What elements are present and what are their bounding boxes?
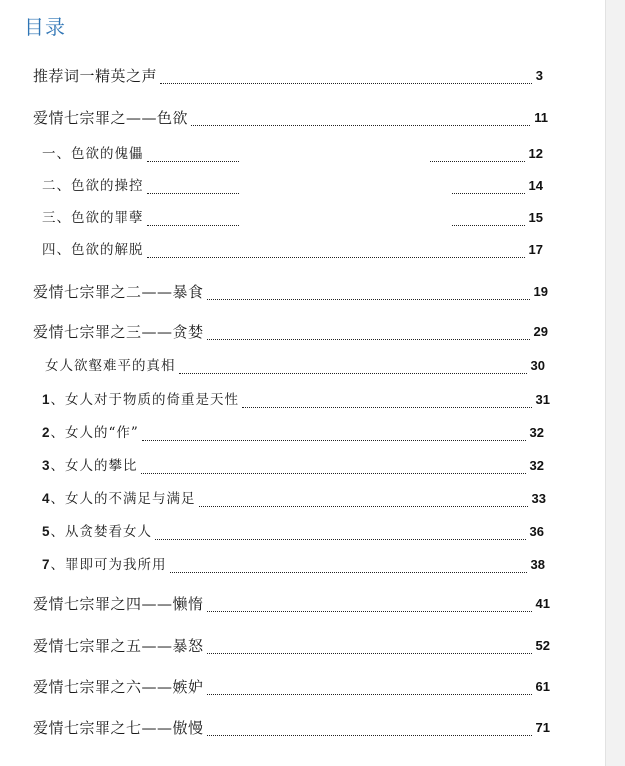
toc-entry-label [42,489,196,511]
toc-title: 目录 [24,15,66,39]
toc-entry-text: 、女人的不满足与满足 [50,491,196,507]
toc-page-number: 36 [529,524,544,539]
redaction-patch [240,187,452,195]
dot-leader [207,609,532,612]
dot-leader [155,537,526,540]
toc-page-number: 32 [529,458,544,473]
dot-leader [191,123,530,126]
toc-entry-label [42,390,239,412]
toc-entry-label: 爱情七宗罪之——色欲 [33,109,189,127]
toc-entry[interactable] [0,551,605,577]
toc-entry-text: 、罪即可为我所用 [50,557,167,573]
toc-entry[interactable] [0,673,605,699]
dot-leader [207,692,532,695]
toc-page-number: 32 [529,425,544,440]
toc-entry-label: 爱情七宗罪之七——傲慢 [33,719,204,737]
toc-entry[interactable] [0,518,605,544]
toc-entry-number: 2 [42,425,51,440]
toc-page-number: 31 [535,392,550,407]
toc-entry-number: 5 [42,524,51,539]
toc-page-number: 33 [531,491,546,506]
toc-entry[interactable] [0,278,605,304]
toc-entry[interactable] [0,236,605,262]
toc-entry-text: 、女人的“作” [50,425,139,441]
dot-leader [141,471,526,474]
toc-entry[interactable] [0,318,605,344]
dot-leader [242,405,532,408]
dot-leader [207,733,532,736]
dot-leader [147,255,525,258]
toc-entry[interactable] [0,485,605,511]
toc-entry-label: 女人欲壑难平的真相 [45,358,176,374]
toc-page-number: 29 [533,324,548,339]
toc-entry[interactable] [0,632,605,658]
dot-leader [170,570,527,573]
toc-entry-text: 、女人的攀比 [50,458,138,474]
toc-page-number: 15 [528,210,543,225]
toc-entry[interactable] [0,452,605,478]
toc-entry-label [42,522,152,544]
toc-entry-label [42,423,139,445]
dot-leader [160,81,532,84]
toc-entry-label [42,555,167,577]
toc-page-number: 71 [535,720,550,735]
toc-page-number: 11 [534,110,548,125]
toc-entry-label: 推荐词一精英之声 [33,67,158,85]
window-gutter [605,0,625,766]
toc-entry[interactable] [0,62,605,88]
toc-entry-label: 爱情七宗罪之六——嫉妒 [33,678,204,696]
toc-page-number: 30 [530,358,545,373]
dot-leader [142,438,526,441]
toc-page-number: 14 [528,178,543,193]
toc-entry-label: 二、色欲的操控 [42,178,144,194]
toc-entry[interactable] [0,714,605,740]
toc-entry-label: 爱情七宗罪之四——懒惰 [33,595,204,613]
toc-page-number: 19 [533,284,548,299]
toc-page-number: 61 [535,679,550,694]
toc-entry-label: 爱情七宗罪之三——贪婪 [33,323,204,341]
dot-leader [199,504,528,507]
toc-entry-number: 4 [42,491,51,506]
toc-entry-label: 一、色欲的傀儡 [42,146,144,162]
toc-entry[interactable] [0,386,605,412]
toc-page-number: 41 [535,596,550,611]
toc-entry[interactable] [0,352,605,378]
toc-page-number: 38 [530,557,545,572]
toc-page-number: 12 [528,146,543,161]
toc-page-number: 17 [528,242,543,257]
dot-leader [207,337,530,340]
toc-page-number: 3 [535,68,543,83]
toc-entry[interactable] [0,104,605,130]
toc-entry-label: 三、色欲的罪孽 [42,210,144,226]
dot-leader [179,371,527,374]
toc-entry-label: 爱情七宗罪之二——暴食 [33,283,204,301]
redaction-patch [240,155,430,163]
toc-entry-number: 3 [42,458,51,473]
toc-entry[interactable] [0,419,605,445]
toc-entry-label: 四、色欲的解脱 [42,242,144,258]
toc-page-number: 52 [535,638,550,653]
dot-leader [207,297,530,300]
toc-entry-text: 、女人对于物质的倚重是天性 [50,392,240,408]
redaction-patch [240,219,452,227]
toc-entry-number: 1 [42,392,51,407]
toc-entry[interactable] [0,590,605,616]
dot-leader [207,651,532,654]
toc-entry-text: 、从贪婪看女人 [50,524,153,540]
toc-entry-label: 爱情七宗罪之五——暴怒 [33,637,204,655]
toc-entry-label [42,456,138,478]
toc-entry-number: 7 [42,557,51,572]
